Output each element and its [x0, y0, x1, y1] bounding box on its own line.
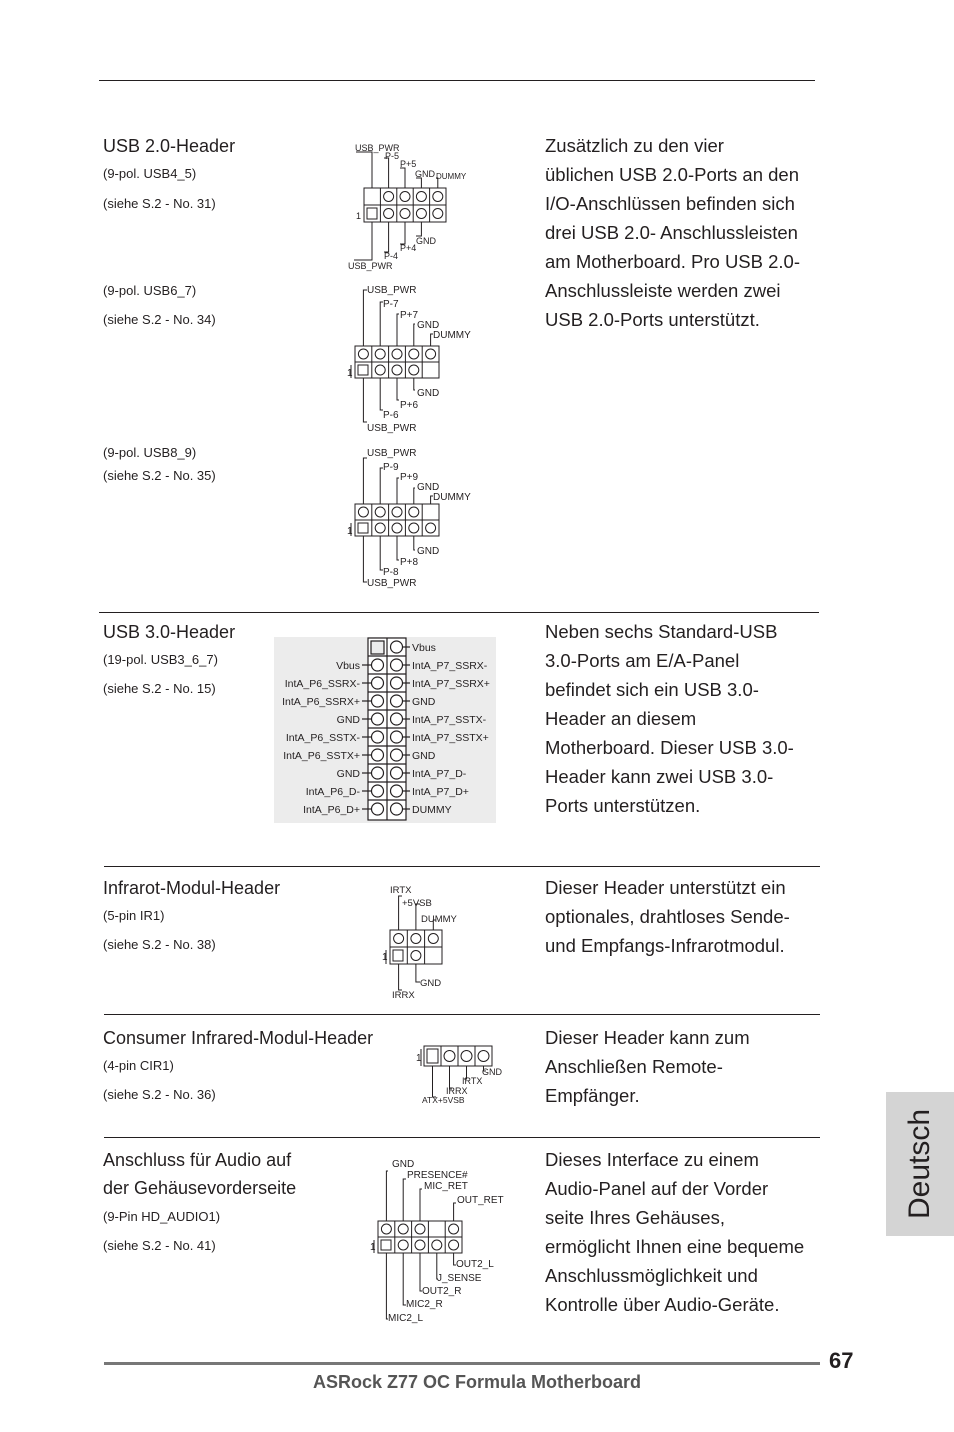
section-divider — [104, 1137, 820, 1138]
desc-line: Empfänger. — [545, 1085, 640, 1106]
footer-rule — [104, 1362, 820, 1365]
usb3-left-label: IntA_P6_SSRX- — [284, 678, 360, 690]
desc-line: Header kann zwei USB 3.0- — [545, 766, 774, 787]
ir-dummy: DUMMY — [421, 914, 457, 925]
usb89-gnd-bot: GND — [417, 546, 440, 557]
audio-mic-ret: MIC_RET — [424, 1181, 468, 1192]
language-side-tab — [886, 1092, 954, 1236]
desc-line: seite Ihres Gehäuses, — [545, 1207, 725, 1228]
usb89-p-top-a: P-9 — [383, 462, 399, 473]
usb2-sub4: (siehe S.2 - No. 34) — [103, 312, 216, 327]
usb45-p-top-b: P+5 — [400, 159, 417, 169]
page-number: 67 — [829, 1348, 854, 1373]
cir-title: Consumer Infrared-Modul-Header — [103, 1028, 374, 1048]
audio-sub1: (9-Pin HD_AUDIO1) — [103, 1209, 221, 1224]
language-side-tab-label: Deutsch — [903, 1108, 936, 1220]
usb3-left-label: IntA_P6_D+ — [303, 804, 360, 816]
audio-mic2-l: MIC2_L — [388, 1313, 424, 1324]
section-divider — [104, 1014, 820, 1015]
cir-sub2: (siehe S.2 - No. 36) — [103, 1087, 216, 1102]
desc-line: Ports unterstützen. — [545, 795, 701, 816]
usb67-p-bot-b: P+6 — [400, 400, 419, 411]
desc-line: I/O-Anschlüssen befinden sich — [545, 193, 795, 214]
usb3-left-label: GND — [336, 768, 360, 780]
cir-atx-5vsb: ATX+5VSB — [422, 1095, 465, 1105]
usb67-gnd-top: GND — [417, 320, 440, 331]
desc-line: Anschlussmöglichkeit und — [545, 1265, 758, 1286]
usb45-p-bot-a: P-4 — [384, 251, 399, 261]
audio-out2-l: OUT2_L — [456, 1259, 494, 1270]
usb45-gnd-top: GND — [415, 169, 435, 179]
usb2-title: USB 2.0-Header — [103, 136, 236, 156]
cir-pin-one: 1 — [416, 1053, 422, 1064]
cir-irrx: IRRX — [446, 1086, 468, 1096]
usb45-pin-one: 1 — [356, 211, 362, 221]
audio-gnd: GND — [392, 1159, 415, 1170]
desc-line: Zusätzlich zu den vier — [545, 135, 724, 156]
audio-title-line2: der Gehäusevorderseite — [103, 1178, 297, 1198]
ir-description — [545, 873, 835, 960]
usb2-sub5: (9-pol. USB8_9) — [103, 445, 197, 460]
desc-line: Dieses Interface zu einem — [545, 1149, 759, 1170]
usb67-dummy: DUMMY — [433, 330, 471, 341]
ir-gnd: GND — [420, 978, 442, 989]
desc-line: Kontrolle über Audio-Geräte. — [545, 1294, 780, 1315]
usb3-right-label: IntA_P7_SSTX+ — [412, 732, 489, 744]
cir-irtx: IRTX — [462, 1076, 483, 1086]
usb67-pin-one: 1 — [347, 368, 353, 379]
usb2-sub6: (siehe S.2 - No. 35) — [103, 468, 216, 483]
usb3-right-label: GND — [412, 696, 436, 708]
usb3-right-label: IntA_P7_D+ — [412, 786, 469, 798]
audio-out2-r: OUT2_R — [422, 1286, 462, 1297]
usb67-usb-pwr-top: USB_PWR — [367, 285, 417, 296]
usb3-right-label: IntA_P7_SSTX- — [412, 714, 487, 726]
audio-out-ret: OUT_RET — [457, 1195, 504, 1206]
usb45-dummy: DUMMY — [436, 172, 467, 181]
usb89-pin-diagram — [345, 444, 485, 592]
usb3-sub1: (19-pol. USB3_6_7) — [103, 652, 218, 667]
desc-line: am Motherboard. Pro USB 2.0- — [545, 251, 800, 272]
usb3-left-label: IntA_P6_SSTX+ — [283, 750, 360, 762]
usb3-sub2: (siehe S.2 - No. 15) — [103, 681, 216, 696]
cir-description — [545, 1023, 835, 1110]
usb3-description — [545, 617, 835, 820]
usb3-left-label: GND — [336, 714, 360, 726]
usb45-gnd-bot: GND — [416, 236, 436, 246]
usb89-p-top-b: P+9 — [400, 472, 419, 483]
ir-title: Infrarot-Modul-Header — [103, 878, 281, 898]
audio-presence: PRESENCE# — [407, 1170, 468, 1181]
ir-sub2: (siehe S.2 - No. 38) — [103, 937, 216, 952]
desc-line: optionales, drahtloses Sende- — [545, 906, 790, 927]
usb45-p-bot-b: P+4 — [400, 243, 417, 253]
usb3-right-label: DUMMY — [412, 804, 452, 816]
desc-line: USB 2.0-Ports unterstützt. — [545, 309, 760, 330]
usb3-left-label: IntA_P6_D- — [305, 786, 360, 798]
ir-irtx: IRTX — [390, 885, 412, 896]
audio-mic2-r: MIC2_R — [406, 1299, 443, 1310]
usb45-usb-pwr-top: USB_PWR — [355, 143, 400, 153]
ir-pin-diagram — [380, 882, 480, 1002]
cir-sub1: (4-pin CIR1) — [103, 1058, 174, 1073]
usb67-gnd-bot: GND — [417, 388, 440, 399]
usb3-right-label: IntA_P7_D- — [412, 768, 467, 780]
audio-sub2: (siehe S.2 - No. 41) — [103, 1238, 216, 1253]
desc-line: befindet sich ein USB 3.0- — [545, 679, 759, 700]
usb3-pin-diagram — [274, 637, 496, 823]
usb3-title: USB 3.0-Header — [103, 622, 236, 642]
usb3-left-label: IntA_P6_SSTX- — [285, 732, 360, 744]
desc-line: Motherboard. Dieser USB 3.0- — [545, 737, 794, 758]
audio-j-sense: J_SENSE — [437, 1273, 482, 1284]
desc-line: und Empfangs-Infrarotmodul. — [545, 935, 785, 956]
usb67-pin-diagram — [345, 282, 485, 437]
usb89-usb-pwr-top: USB_PWR — [367, 448, 417, 459]
usb45-p-top-a: P-5 — [385, 151, 400, 161]
ir-sub1: (5-pin IR1) — [103, 908, 165, 923]
desc-line: ermöglicht Ihnen eine bequeme — [545, 1236, 805, 1257]
usb3-right-label: GND — [412, 750, 436, 762]
cir-gnd: GND — [482, 1067, 502, 1077]
usb89-dummy: DUMMY — [433, 492, 471, 503]
audio-title-line1: Anschluss für Audio auf — [103, 1150, 292, 1170]
cir-pin-diagram — [414, 1043, 510, 1107]
usb45-usb-pwr-bot: USB_PWR — [348, 261, 393, 271]
desc-line: Header an diesem — [545, 708, 697, 729]
usb3-right-label: IntA_P7_SSRX- — [412, 660, 488, 672]
footer-title: ASRock Z77 OC Formula Motherboard — [312, 1372, 642, 1392]
ir-5vsb: +5VSB — [402, 898, 432, 909]
section-divider — [104, 866, 820, 867]
audio-pin-one: 1 — [370, 1242, 376, 1253]
audio-description — [545, 1145, 835, 1319]
desc-line: Anschlussleiste werden zwei — [545, 280, 781, 301]
usb2-sub3: (9-pol. USB6_7) — [103, 283, 197, 298]
top-rule — [99, 80, 815, 81]
usb67-p-bot-a: P-6 — [383, 410, 399, 421]
desc-line: Audio-Panel auf der Vorder — [545, 1178, 769, 1199]
usb2-sub2: (siehe S.2 - No. 31) — [103, 196, 216, 211]
ir-irrx: IRRX — [392, 990, 415, 1001]
desc-line: Dieser Header unterstützt ein — [545, 877, 786, 898]
usb67-p-top-b: P+7 — [400, 310, 419, 321]
ir-pin-one: 1 — [382, 952, 388, 963]
usb3-right-label: Vbus — [412, 642, 436, 654]
usb3-left-label: Vbus — [336, 660, 360, 672]
section-divider — [99, 612, 819, 613]
usb89-p-bot-b: P+8 — [400, 557, 419, 568]
desc-line: Dieser Header kann zum — [545, 1027, 750, 1048]
usb89-gnd-top: GND — [417, 482, 440, 493]
desc-line: üblichen USB 2.0-Ports an den — [545, 164, 800, 185]
usb67-p-top-a: P-7 — [383, 299, 399, 310]
usb67-usb-pwr-bot: USB_PWR — [367, 423, 417, 434]
usb89-pin-one: 1 — [347, 526, 353, 537]
usb45-pin-diagram — [340, 140, 480, 275]
usb89-p-bot-a: P-8 — [383, 567, 399, 578]
usb3-right-label: IntA_P7_SSRX+ — [412, 678, 490, 690]
desc-line: Anschließen Remote- — [545, 1056, 723, 1077]
usb2-sub1: (9-pol. USB4_5) — [103, 166, 197, 181]
desc-line: drei USB 2.0- Anschlussleisten — [545, 222, 798, 243]
desc-line: 3.0-Ports am E/A-Panel — [545, 650, 740, 671]
usb2-description — [545, 131, 835, 334]
audio-pin-diagram — [366, 1155, 506, 1325]
usb89-usb-pwr-bot: USB_PWR — [367, 578, 417, 589]
usb3-left-label: IntA_P6_SSRX+ — [282, 696, 360, 708]
desc-line: Neben sechs Standard-USB — [545, 621, 778, 642]
